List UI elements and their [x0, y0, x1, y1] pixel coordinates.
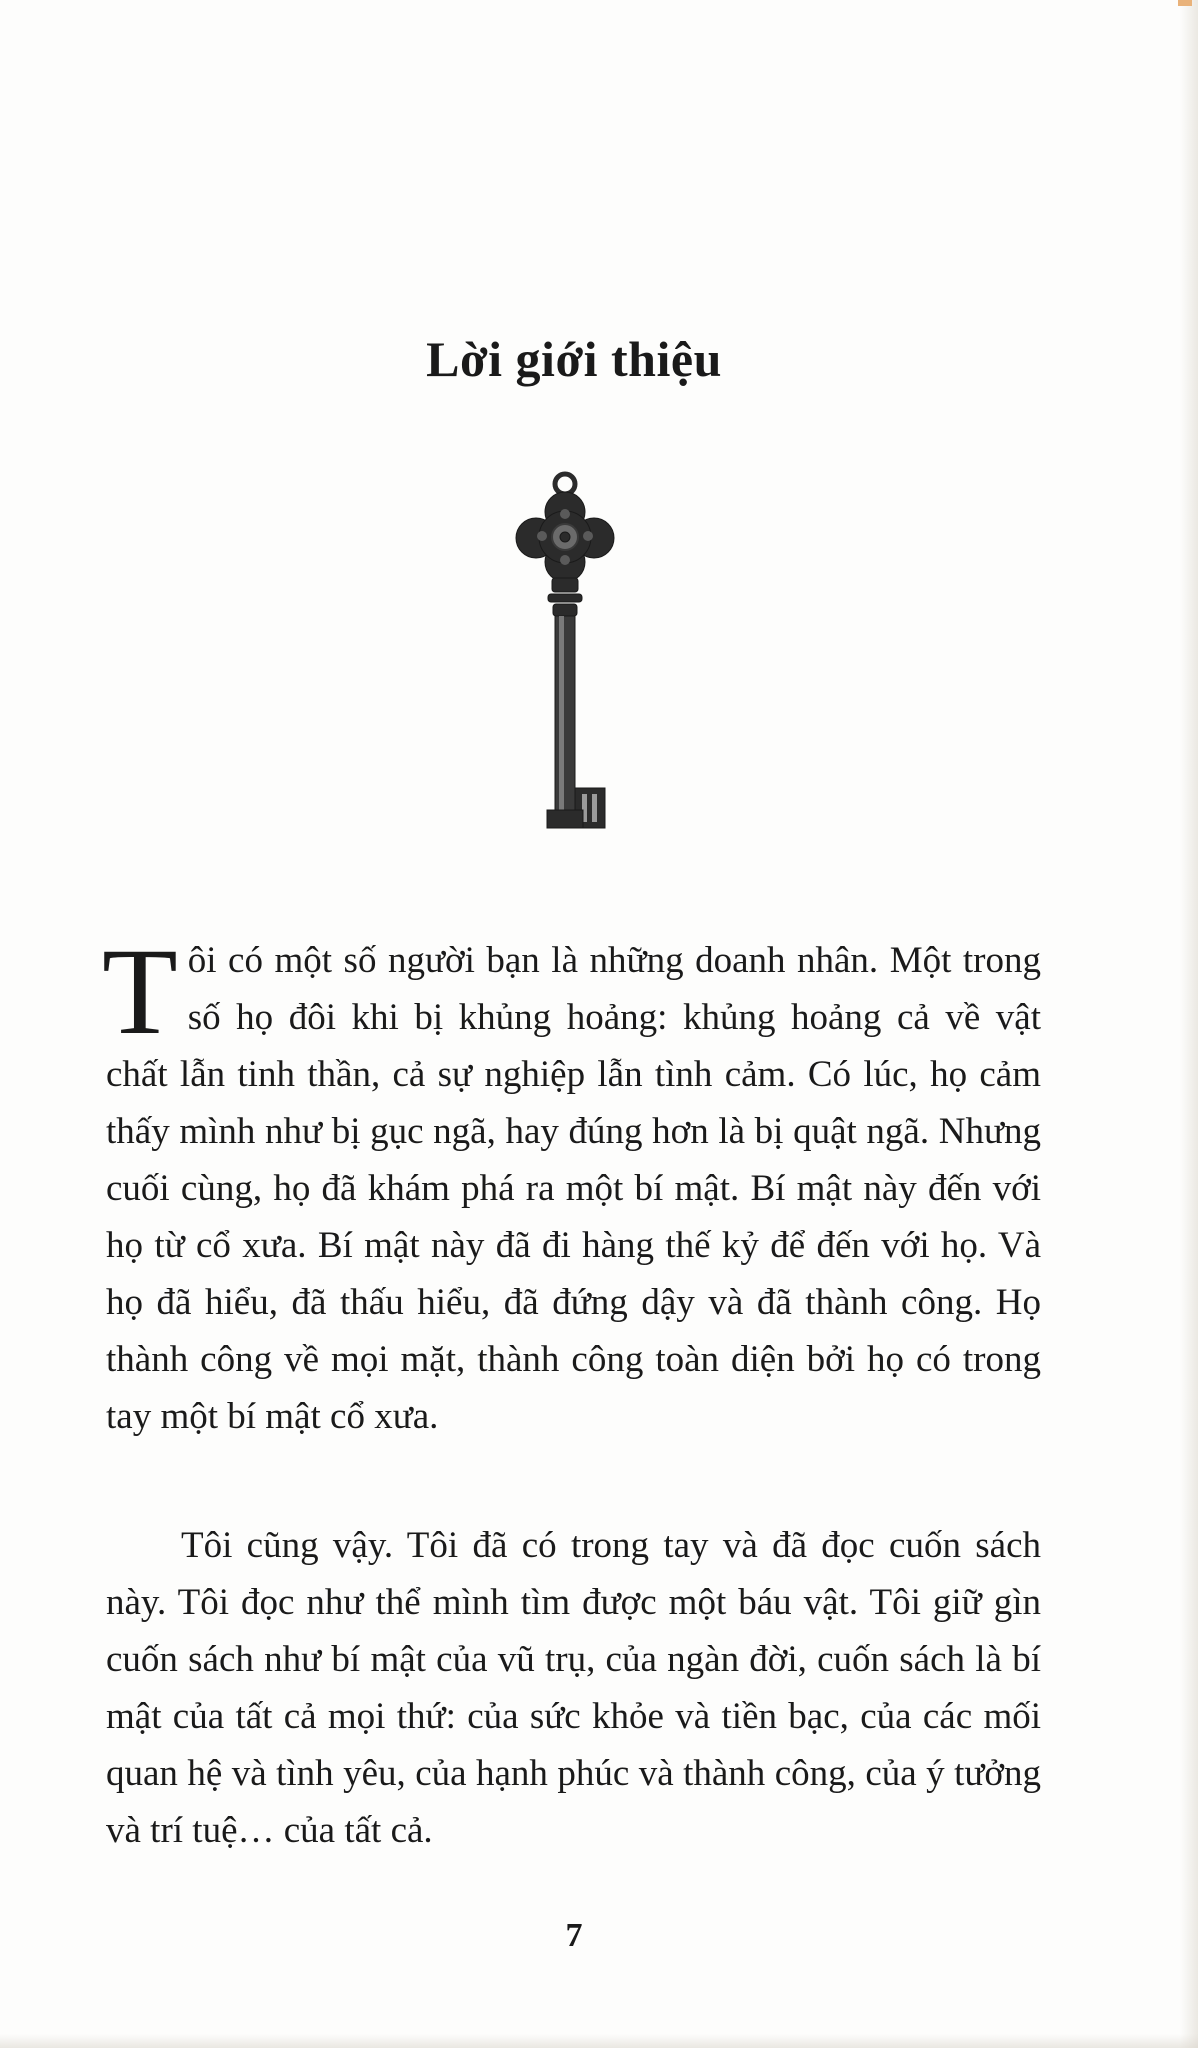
chapter-title: Lời giới thiệu: [426, 331, 722, 387]
drop-cap: T: [102, 923, 178, 1060]
paragraph-1-text: ôi có một số người bạn là những doanh nhân. Một trong số họ đôi khi bị khủng hoảng: khủng hoảng cả về vật chất lẫn tinh thần, cả sự nghiệp lẫn tình cảm. Có lúc, họ cảm thấy mình như bị gục ngã, hay đúng hơn là bị quật ngã. Nhưng cuối cùng, họ đã khám phá ra một bí mật. Bí mật này đến với họ từ cổ xưa. Bí mật này đã đi hàng thế kỷ để đến với họ. Và họ đã hiểu, đã thấu hiểu, đã đứng dậy và đã thành công. Họ thành công về mọi mặt, thành công toàn diện bởi họ có trong tay một bí mật cổ xưa.: [106, 940, 1041, 1437]
page-bottom-shadow: [0, 2034, 1198, 2048]
page-number: 7: [565, 1917, 583, 1954]
intro-paragraph-1: [102, 923, 1041, 1445]
skeleton-key-icon: [490, 470, 640, 870]
page-edge-shadow: [1180, 0, 1198, 2048]
corner-mark: [1178, 0, 1192, 6]
intro-paragraph-2: Tôi cũng vậy. Tôi đã có trong tay và đã đọc cuốn sách này. Tôi đọc như thể mình tìm được một báu vật. Tôi giữ gìn cuốn sách như bí mật của vũ trụ, của ngàn đời, cuốn sách là bí mật của tất cả mọi thứ: của sức khỏe và tiền bạc, của các mối quan hệ và tình yêu, của hạnh phúc và thành công, của ý tưởng và trí tuệ… của tất cả.: [106, 1525, 1041, 1851]
